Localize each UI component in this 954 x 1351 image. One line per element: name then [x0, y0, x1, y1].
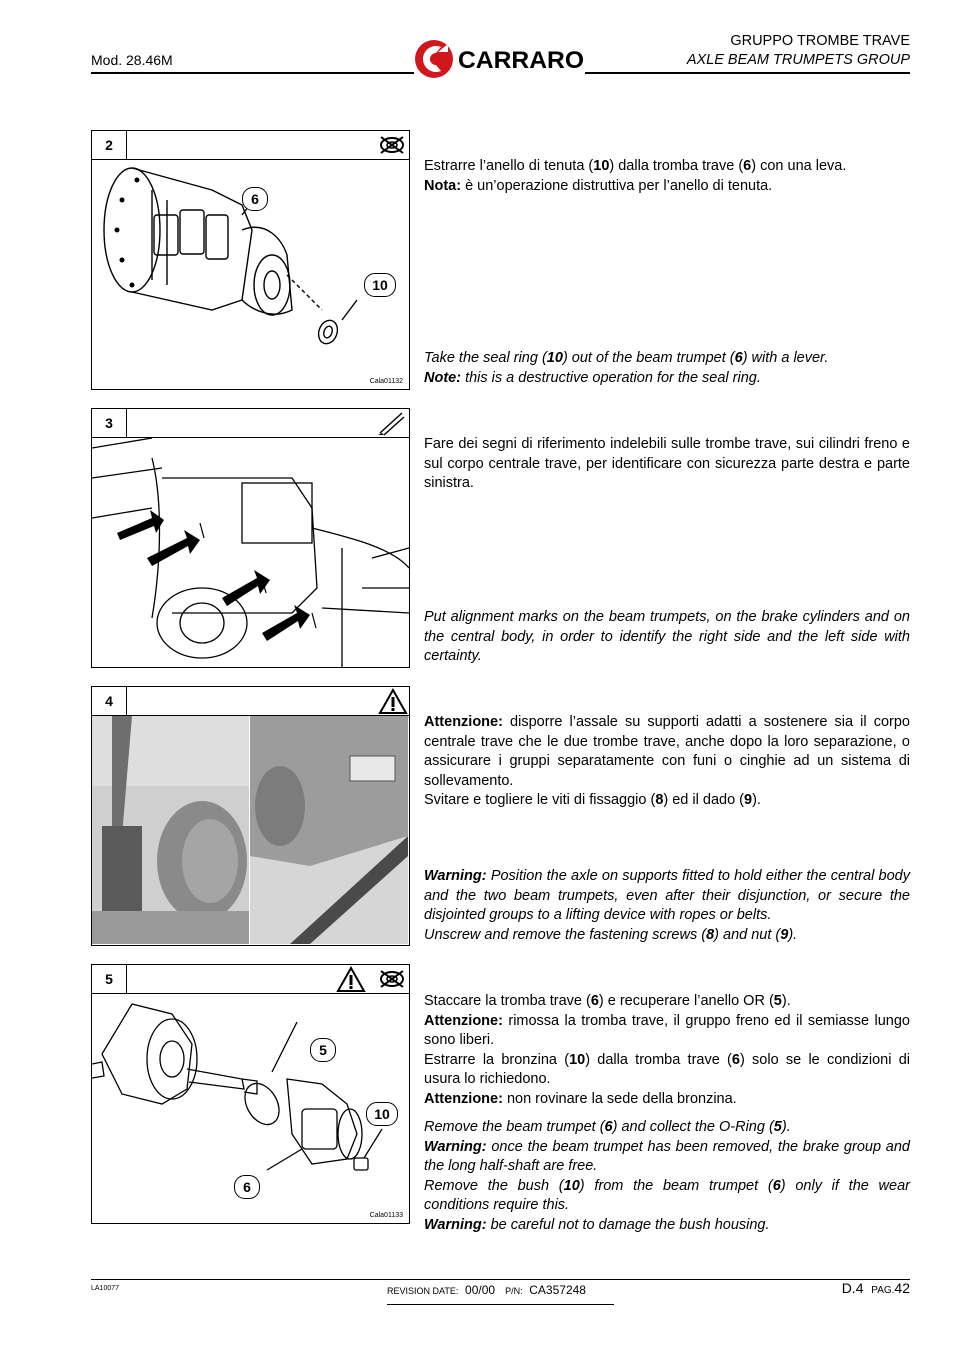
figure-step-3 — [91, 408, 410, 668]
header-rule-right — [585, 72, 910, 74]
section-title-en: AXLE BEAM TRUMPETS GROUP — [686, 52, 910, 68]
document-code: LA10077 — [91, 1285, 120, 1292]
step-5-text-en: Remove the beam trumpet (6) and collect the O-Ring (5). Warning: once the beam trumpet has been removed, the brake group and the long half-shaft are free. Remove the bush (10) from the beam trumpet (6) only if the wear conditions require this. Warning: be careful not to damage the bush housing. — [424, 1119, 910, 1233]
step-3-text-it: Fare dei segni di riferimento indelebili sulle trombe trave, sui cilindri freno e sul corpo centrale trave, per identificare con sicurezza parte destra e parte sinistra. — [424, 436, 910, 491]
no-reuse-icon — [378, 135, 406, 155]
callout-6: 6 — [234, 1175, 260, 1199]
footer-rule-short — [387, 1304, 614, 1305]
step-2-text-en: Take the seal ring (10) out of the beam trumpet (6) with a lever. Note: this is a destructive operation for the seal ring. — [424, 350, 829, 386]
warning-icon — [336, 966, 366, 993]
figure-step-5 — [91, 964, 410, 1224]
header-rule-left — [91, 72, 414, 74]
no-reuse-icon — [378, 969, 406, 989]
step-number: 4 — [92, 687, 127, 716]
axle-support-photo-right — [250, 716, 408, 944]
step-2-text-it: Estrarre l’anello di tenuta (10) dalla tromba trave (6) con una leva. Nota: è un’operazione distruttiva per l’anello di tenuta. — [424, 158, 847, 194]
axle-marks-illustration — [92, 438, 409, 667]
callout-6: 6 — [242, 187, 268, 211]
marker-icon — [376, 409, 406, 437]
step-number: 5 — [92, 965, 127, 994]
callout-10: 10 — [366, 1102, 398, 1126]
step-4-text-en: Warning: Position the axle on supports fitted to hold either the central body and the two beam trumpets, even after their disjunction, or secure the disjointed groups to a lifting device with ropes or belts. Unscrew and remove the fastening screws (8) and nut (9). — [424, 868, 910, 943]
callout-10: 10 — [364, 273, 396, 297]
image-code: Cala01133 — [369, 1212, 403, 1219]
figure-step-2 — [91, 130, 410, 390]
footer-rule — [91, 1279, 910, 1280]
page-number: D.4 PAG.42 — [841, 1280, 910, 1296]
revision-info: REVISION DATE: 00/00 P/N: CA357248 — [387, 1283, 586, 1297]
image-code: Cala01132 — [369, 378, 403, 385]
step-4-text-it: Attenzione: disporre l’assale su supporti adatti a sostenere sia il corpo centrale trave che le due trombe trave, anche dopo la loro separazione, o assicurare i gruppi separatamente con funi o cinghie ad un sistema di sollevamento. Svitare e togliere le viti di fissaggio (8) ed il dado (9). — [424, 714, 910, 808]
figure-step-4 — [91, 686, 410, 946]
axle-support-photos — [92, 716, 409, 945]
carraro-logo — [414, 38, 586, 80]
warning-icon — [378, 688, 408, 715]
step-5-text-it: Staccare la tromba trave (6) e recuperare l’anello OR (5). Attenzione: rimossa la tromba trave, il gruppo freno ed il semiasse lungo sono liberi. Estrarre la bronzina (10) dalla tromba trave (6) solo se le condizioni di usura lo richiedono. Attenzione: non rovinare la sede della bronzina. — [424, 993, 911, 1107]
step-3-text-en: Put alignment marks on the beam trumpets, on the brake cylinders and on the central body, in order to identify the right side and the left side with certainty. — [424, 609, 910, 664]
section-title-it: GRUPPO TROMBE TRAVE — [730, 33, 910, 49]
callout-5: 5 — [310, 1038, 336, 1062]
axle-support-photo-left — [92, 716, 249, 944]
brand-wordmark: CARRARO — [458, 47, 584, 74]
model-label: Mod. 28.46M — [91, 52, 173, 68]
step-number: 3 — [92, 409, 127, 438]
step-number: 2 — [92, 131, 127, 160]
